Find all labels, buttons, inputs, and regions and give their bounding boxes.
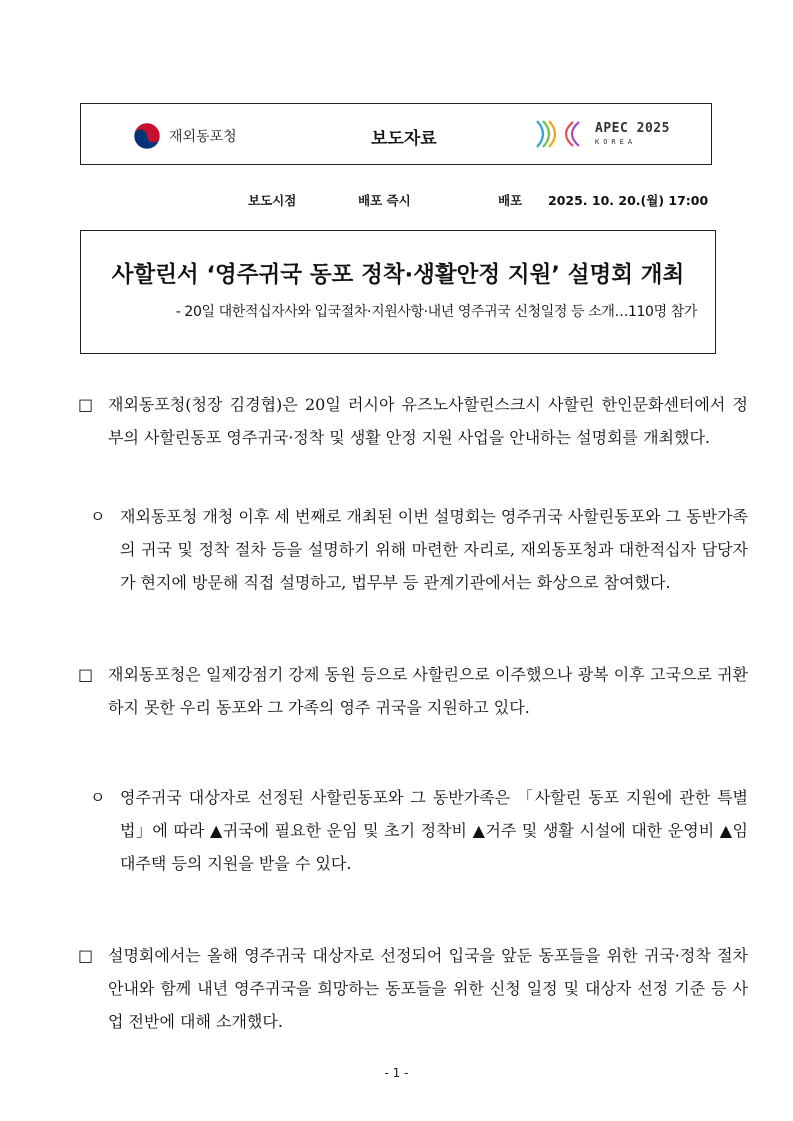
paragraph-text: 재외동포청(청장 김경협)은 20일 러시아 유즈노사할린스크시 사할린 한인문화센터에서 정부의 사할린동포 영주귀국·정착 및 생활 안정 지원 사업을 안내하는 설명회를 개최했다. [108, 395, 748, 447]
headline: 사할린서 ‘영주귀국 동포 정착·생활안정 지원’ 설명회 개최 [111, 262, 685, 288]
release-time-label: 보도시점 [248, 193, 297, 208]
apec-block [533, 117, 670, 151]
paragraph-text: 설명회에서는 올해 영주귀국 대상자로 선정되어 입국을 앞둔 동포들을 위한 귀국·정착 절차 안내와 함께 내년 영주귀국을 희망하는 동포들을 위한 신청 일정 및 대상자 선정 기준 등 사업 전반에 대해 소개했다. [108, 946, 748, 1031]
paragraph-text: 재외동포청 개청 이후 세 번째로 개최된 이번 설명회는 영주귀국 사할린동포와 그 동반가족의 귀국 및 정착 절차 등을 설명하기 위해 마련한 자리로, 재외동포청과 대한적십자 담당자가 현지에 방문해 직접 설명하고, 법무부 등 관계기관에서는 화상으로 참여했다. [120, 507, 748, 592]
body-paragraph [78, 658, 748, 724]
bullet-marker: □ [78, 946, 94, 965]
apec-title: APEC 2025 [595, 121, 670, 136]
bullet-marker: ㅇ [90, 507, 106, 526]
bullet-marker: □ [78, 395, 94, 414]
apec-text [595, 122, 670, 146]
apec-subtitle: KOREA [595, 138, 637, 146]
taegeuk-logo-icon [133, 122, 161, 150]
page-number: - 1 - [384, 1066, 409, 1080]
title-box [80, 230, 716, 354]
body-paragraph [90, 500, 748, 599]
bullet-marker: □ [78, 665, 94, 684]
release-info [0, 191, 793, 211]
body-paragraph [90, 781, 748, 880]
distribution-value: 2025. 10. 20.(월) 17:00 [548, 193, 709, 208]
header-box [80, 103, 712, 165]
doc-type-label: 보도자료 [371, 129, 437, 149]
bullet-marker: ㅇ [90, 788, 106, 807]
body-paragraph [78, 939, 748, 1038]
distribution-label: 배포 [498, 193, 523, 208]
body-paragraph [78, 388, 748, 454]
apec-wave-logo-icon [533, 117, 589, 151]
paragraph-text: 재외동포청은 일제강점기 강제 동원 등으로 사할린으로 이주했으나 광복 이후 고국으로 귀환하지 못한 우리 동포와 그 가족의 영주 귀국을 지원하고 있다. [108, 665, 748, 717]
agency-name: 재외동포청 [169, 129, 237, 145]
agency-block [133, 122, 237, 150]
paragraph-text: 영주귀국 대상자로 선정된 사할린동포와 그 동반가족은 「사할린 동포 지원에 관한 특별법」에 따라 ▲귀국에 필요한 운임 및 초기 정착비 ▲거주 및 생활 시설에 대한 운영비 ▲임대주택 등의 지원을 받을 수 있다. [120, 788, 748, 873]
subheadline: - 20일 대한적십자사와 입국절차·지원사항·내년 영주귀국 신청일정 등 소개…110명 참가 [175, 304, 697, 320]
release-time-value: 배포 즉시 [358, 193, 411, 208]
